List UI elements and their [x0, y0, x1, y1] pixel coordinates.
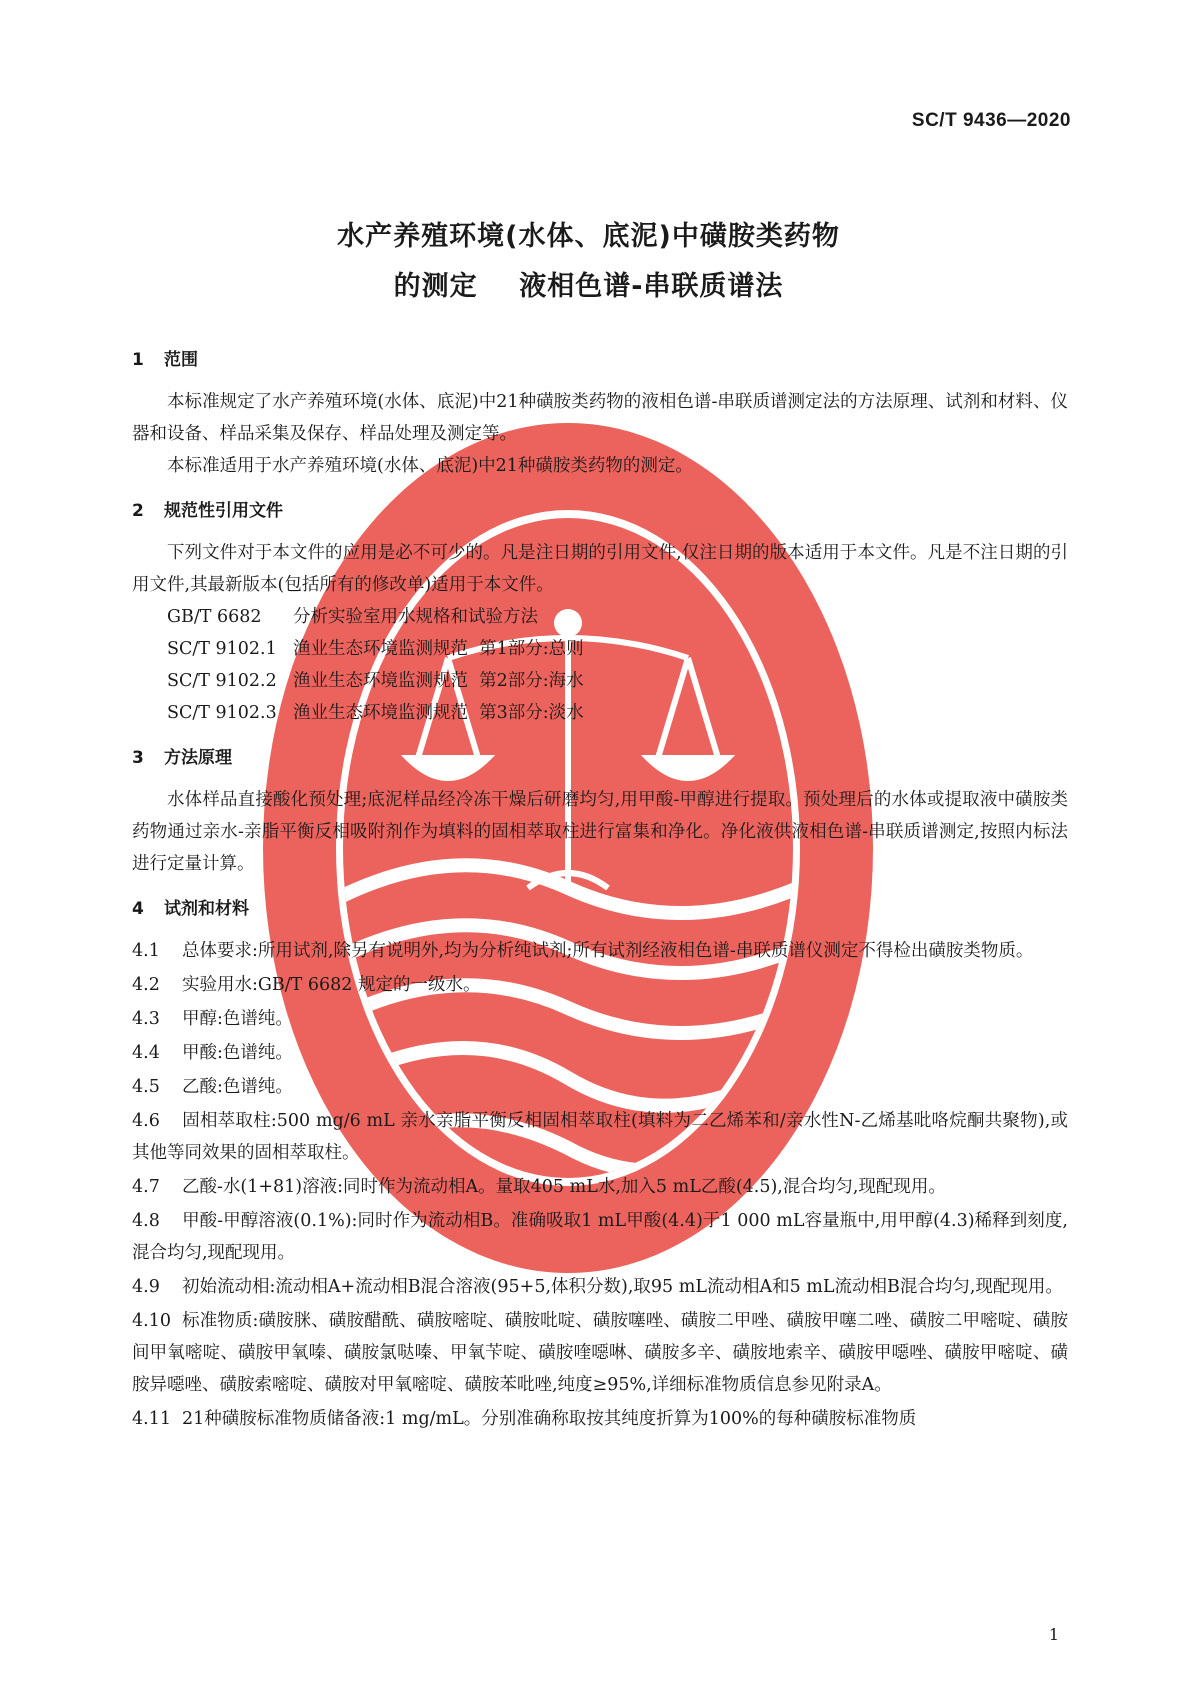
reagent-item	[132, 1105, 1068, 1169]
reference-title: 分析实验室用水规格和试验方法	[293, 607, 538, 627]
section-number: 2	[132, 501, 144, 521]
reagent-item	[132, 1403, 1068, 1435]
item-number: 4.10	[132, 1311, 171, 1331]
section-title: 规范性引用文件	[164, 501, 283, 521]
item-text: 初始流动相:流动相A+流动相B混合溶液(95+5,体积分数),取95 mL流动相A和5 mL流动相B混合均匀,现配现用。	[182, 1277, 1063, 1297]
section-number: 3	[132, 748, 144, 768]
item-text: 甲酸:色谱纯。	[182, 1043, 293, 1063]
section-heading-principle	[132, 743, 1068, 768]
page-number: 1	[1048, 1625, 1059, 1644]
standard-code: SC/T 9436—2020	[911, 110, 1071, 131]
item-text: 乙酸-水(1+81)溶液:同时作为流动相A。量取405 mL水,加入5 mL乙酸(4.5),混合均匀,现配现用。	[182, 1177, 946, 1197]
title-line-2: 的测定 液相色谱-串联质谱法	[393, 271, 784, 302]
reference-title: 渔业生态环境监测规范 第1部分:总则	[293, 639, 584, 659]
reference-code: SC/T 9102.2	[167, 671, 277, 691]
item-number: 4.1	[132, 941, 160, 961]
principle-paragraph: 水体样品直接酸化预处理;底泥样品经冷冻干燥后研磨均匀,用甲酸-甲醇进行提取。预处理后的水体或提取液中磺胺类药物通过亲水-亲脂平衡反相吸附剂作为填料的固相萃取柱进行富集和净化。净化液供液相色谱-串联质谱测定,按照内标法进行定量计算。	[132, 790, 1068, 874]
reference-title: 渔业生态环境监测规范 第2部分:海水	[293, 671, 584, 691]
reference-entry	[132, 601, 1068, 633]
section-heading-reagents	[132, 894, 1068, 919]
scope-paragraph-1: 本标准规定了水产养殖环境(水体、底泥)中21种磺胺类药物的液相色谱-串联质谱测定法的方法原理、试剂和材料、仪器和设备、样品采集及保存、样品处理及测定等。	[132, 392, 1068, 444]
reference-code: GB/T 6682	[167, 607, 262, 627]
item-text: 乙酸:色谱纯。	[182, 1077, 293, 1097]
section-heading-scope	[132, 345, 1068, 370]
item-number: 4.5	[132, 1077, 160, 1097]
reference-entry	[132, 633, 1068, 665]
item-text: 总体要求:所用试剂,除另有说明外,均为分析纯试剂;所有试剂经液相色谱-串联质谱仪测定不得检出磺胺类物质。	[182, 941, 1034, 961]
reagent-item	[132, 935, 1068, 967]
item-text: 实验用水:GB/T 6682 规定的一级水。	[182, 975, 481, 995]
item-text: 甲酸-甲醇溶液(0.1%):同时作为流动相B。准确吸取1 mL甲酸(4.4)于1 000 mL容量瓶中,用甲醇(4.3)稀释到刻度,混合均匀,现配现用。	[132, 1211, 1068, 1263]
item-text: 标准物质:磺胺脒、磺胺醋酰、磺胺嘧啶、磺胺吡啶、磺胺噻唑、磺胺二甲唑、磺胺甲噻二唑、磺胺二甲嘧啶、磺胺间甲氧嘧啶、磺胺甲氧嗪、磺胺氯哒嗪、甲氧苄啶、磺胺喹噁啉、磺胺多辛、磺胺地索辛、磺胺甲噁唑、磺胺甲嘧啶、磺胺异噁唑、磺胺索嘧啶、磺胺对甲氧嘧啶、磺胺苯吡唑,纯度≥95%,详细标准物质信息参见附录A。	[132, 1311, 1068, 1395]
document-title	[0, 212, 1177, 312]
item-number: 4.9	[132, 1277, 160, 1297]
item-number: 4.6	[132, 1111, 160, 1131]
item-number: 4.8	[132, 1211, 160, 1231]
item-number: 4.2	[132, 975, 160, 995]
reagent-item	[132, 1171, 1068, 1203]
section-number: 4	[132, 899, 144, 919]
item-text: 固相萃取柱:500 mg/6 mL 亲水亲脂平衡反相固相萃取柱(填料为二乙烯苯和/亲水性N-乙烯基吡咯烷酮共聚物),或其他等同效果的固相萃取柱。	[132, 1111, 1068, 1163]
reagent-item	[132, 1071, 1068, 1103]
section-heading-references	[132, 496, 1068, 521]
reagent-item	[132, 1037, 1068, 1069]
reference-title: 渔业生态环境监测规范 第3部分:淡水	[293, 703, 584, 723]
section-title: 范围	[164, 350, 198, 370]
references-paragraph: 下列文件对于本文件的应用是必不可少的。凡是注日期的引用文件,仅注日期的版本适用于本文件。凡是不注日期的引用文件,其最新版本(包括所有的修改单)适用于本文件。	[132, 543, 1068, 595]
item-number: 4.4	[132, 1043, 160, 1063]
scope-paragraph-2: 本标准适用于水产养殖环境(水体、底泥)中21种磺胺类药物的测定。	[167, 456, 693, 476]
item-number: 4.11	[132, 1409, 171, 1429]
reagent-item	[132, 1003, 1068, 1035]
reference-entry	[132, 697, 1068, 729]
section-title: 试剂和材料	[164, 899, 249, 919]
document-body	[132, 345, 1068, 1437]
item-text: 甲醇:色谱纯。	[182, 1009, 293, 1029]
item-number: 4.7	[132, 1177, 160, 1197]
reagent-item	[132, 969, 1068, 1001]
reference-entry	[132, 665, 1068, 697]
item-text: 21种磺胺标准物质储备液:1 mg/mL。分别准确称取按其纯度折算为100%的每种磺胺标准物质	[182, 1409, 917, 1429]
reagent-item	[132, 1305, 1068, 1401]
section-title: 方法原理	[164, 748, 232, 768]
item-number: 4.3	[132, 1009, 160, 1029]
section-number: 1	[132, 350, 144, 370]
reference-code: SC/T 9102.1	[167, 639, 277, 659]
reagent-item	[132, 1271, 1068, 1303]
reference-code: SC/T 9102.3	[167, 703, 277, 723]
title-line-1: 水产养殖环境(水体、底泥)中磺胺类药物	[337, 221, 840, 252]
reagent-item	[132, 1205, 1068, 1269]
